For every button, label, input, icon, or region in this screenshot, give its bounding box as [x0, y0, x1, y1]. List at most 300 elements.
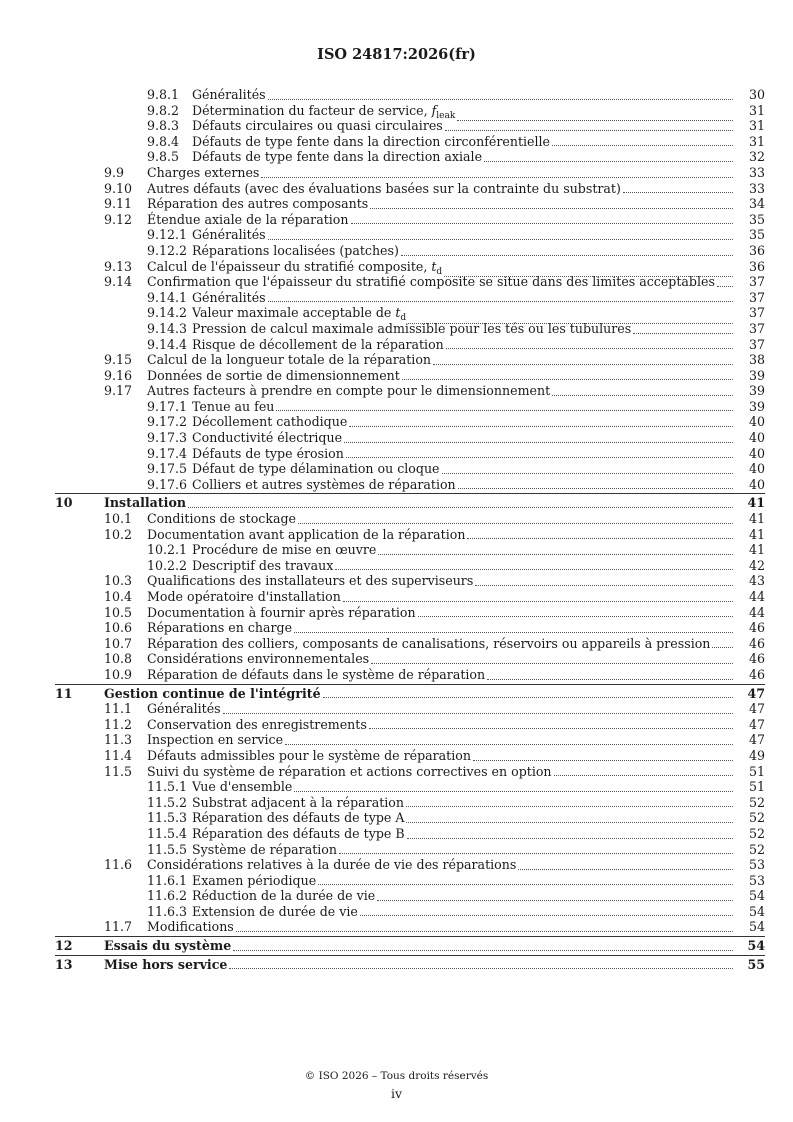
toc-entry-page: 49	[748, 747, 765, 763]
dot-leader	[484, 160, 733, 162]
dot-leader	[261, 176, 733, 178]
toc-entry[interactable]	[0, 149, 793, 165]
dot-leader	[223, 712, 733, 714]
toc-entry-number: 11.7	[104, 919, 133, 935]
toc-entry-text	[192, 461, 735, 477]
toc-entry[interactable]	[0, 290, 793, 306]
toc-entry[interactable]	[0, 511, 793, 527]
toc-entry-text	[104, 686, 735, 702]
toc-entry-text	[192, 873, 735, 889]
dot-leader	[717, 285, 733, 287]
toc-entry-number: 10.7	[104, 635, 133, 651]
dot-leader	[346, 456, 733, 458]
toc-entry[interactable]	[0, 573, 793, 589]
toc-entry-page: 47	[748, 716, 765, 732]
dot-leader	[339, 852, 733, 854]
toc-entry-text	[192, 810, 735, 826]
toc-entry-text	[147, 383, 735, 399]
toc-entry-title	[147, 511, 296, 527]
toc-entry-page: 37	[748, 289, 765, 305]
dot-leader	[442, 472, 733, 474]
toc-entry-number: 9.17.4	[147, 445, 188, 461]
toc-entry-text	[192, 290, 735, 306]
toc-entry-page: 36	[748, 242, 765, 258]
toc-entry-page: 40	[748, 414, 765, 430]
toc-entry-number: 11.5.4	[147, 825, 188, 841]
toc-entry-number: 10.9	[104, 666, 133, 682]
toc-entry-title-text: Défauts de type fente dans la direction circonférentielle	[192, 133, 550, 149]
toc-entry-text	[147, 527, 735, 543]
toc-entry-text	[147, 605, 735, 621]
toc-entry-title-text: Réparations en charge	[147, 620, 293, 636]
toc-entry[interactable]	[0, 414, 793, 430]
dot-leader	[401, 254, 733, 256]
toc-entry-title-text: Considérations relatives à la durée de vie des réparations	[147, 857, 517, 873]
toc-entry-title	[192, 795, 404, 811]
toc-entry-title	[147, 165, 259, 181]
dot-leader	[323, 696, 733, 698]
dot-leader	[233, 949, 733, 951]
toc-entry-title-text: Calcul de la longueur totale de la réparation	[147, 352, 432, 368]
toc-entry-title-text: Installation	[104, 495, 187, 511]
toc-entry[interactable]	[0, 717, 793, 733]
toc-entry-number: 9.15	[104, 352, 133, 368]
toc-entry-number: 11.6.3	[147, 903, 188, 919]
toc-entry-title	[147, 589, 341, 605]
dot-leader	[294, 631, 733, 633]
toc-entry-title	[147, 352, 431, 368]
toc-entry-page: 34	[748, 196, 765, 212]
toc-entry-number: 9.8.2	[147, 102, 180, 118]
toc-entry-page: 31	[748, 133, 765, 149]
toc-entry[interactable]	[0, 274, 793, 290]
toc-entry[interactable]	[0, 259, 793, 275]
toc-entry-number: 10.3	[104, 573, 133, 589]
toc-entry-title-text: Conditions de stockage	[147, 511, 296, 527]
toc-entry-number: 11.5.3	[147, 810, 188, 826]
toc-entry-number: 9.14	[104, 274, 133, 290]
toc-entry-number: 11.5	[104, 763, 133, 779]
toc-entry[interactable]	[0, 589, 793, 605]
toc-entry-page: 42	[748, 557, 765, 573]
toc-entry-text	[192, 888, 735, 904]
toc-entry-title-text: Modifications	[147, 919, 234, 935]
toc-entry-title-text: Détermination du facteur de service,	[192, 102, 432, 118]
toc-entry[interactable]	[0, 888, 793, 904]
toc-entry-title-text: Données de sortie de dimensionnement	[147, 367, 400, 383]
toc-entry[interactable]	[0, 181, 793, 197]
toc-entry-number: 12	[55, 938, 73, 954]
toc-entry[interactable]	[0, 795, 793, 811]
dot-leader	[236, 930, 733, 932]
toc-entry-page: 40	[748, 461, 765, 477]
dot-leader	[552, 394, 733, 396]
dot-leader	[268, 300, 733, 302]
toc-entry-title-text: Généralités	[192, 87, 266, 102]
toc-entry-number: 9.13	[104, 258, 133, 274]
toc-entry-page: 54	[747, 938, 765, 954]
toc-entry-page: 52	[748, 810, 765, 826]
toc-entry-page: 35	[748, 227, 765, 243]
toc-entry[interactable]	[0, 701, 793, 717]
toc-entry-text	[147, 857, 735, 873]
toc-entry-title	[147, 857, 516, 873]
dot-leader	[552, 144, 733, 146]
dot-leader	[360, 914, 733, 916]
toc-entry-number: 9.8.3	[147, 118, 180, 134]
dot-leader	[378, 553, 733, 555]
toc-entry-number: 9.17	[104, 383, 133, 399]
toc-entry-text	[147, 368, 735, 384]
dot-leader	[294, 790, 733, 792]
toc-entry-text	[147, 274, 735, 290]
table-of-contents	[0, 87, 793, 972]
toc-entry-page: 41	[748, 511, 765, 527]
toc-entry[interactable]	[0, 873, 793, 889]
toc-entry-page: 41	[748, 542, 765, 558]
toc-entry[interactable]	[0, 620, 793, 636]
toc-entry-number: 11.1	[104, 701, 133, 717]
toc-entry-title	[192, 779, 292, 795]
toc-entry-title-text: Conservation des enregistrements	[147, 716, 367, 732]
toc-entry-text	[192, 227, 735, 243]
toc-entry-page: 41	[748, 526, 765, 542]
toc-entry-title-text: Réparation des défauts de type B	[192, 825, 405, 841]
toc-entry-page: 35	[748, 211, 765, 227]
toc-entry-number: 9.12	[104, 211, 133, 227]
toc-entry-page: 46	[748, 666, 765, 682]
dot-leader	[370, 207, 733, 209]
toc-entry-title-text: Vue d'ensemble	[192, 779, 293, 795]
dot-leader	[467, 537, 733, 539]
toc-entry-title	[192, 904, 358, 920]
toc-entry-title	[147, 605, 416, 621]
toc-entry-page: 52	[748, 825, 765, 841]
toc-entry-title-text: Réduction de la durée de vie	[192, 888, 376, 904]
toc-entry-title	[192, 446, 344, 462]
toc-entry-page: 55	[747, 956, 765, 972]
toc-entry[interactable]	[0, 352, 793, 368]
toc-entry-page: 37	[748, 320, 765, 336]
dot-leader	[402, 378, 733, 380]
toc-entry-page: 39	[748, 383, 765, 399]
toc-entry-page: 41	[747, 495, 765, 511]
toc-entry-title	[192, 888, 375, 904]
toc-entry-title	[192, 118, 443, 134]
toc-entry[interactable]	[0, 542, 793, 558]
toc-entry-number: 9.12.1	[147, 227, 188, 243]
toc-entry-text	[192, 399, 735, 415]
dot-leader	[188, 506, 733, 508]
toc-entry-title	[147, 212, 349, 228]
toc-entry[interactable]	[0, 446, 793, 462]
dot-leader	[458, 487, 733, 489]
toc-entry-title-text: Défauts admissibles pour le système de réparation	[147, 747, 471, 763]
toc-entry[interactable]	[0, 305, 793, 324]
toc-entry-title	[147, 701, 221, 717]
toc-entry-text	[147, 701, 735, 717]
toc-entry-title	[147, 368, 400, 384]
toc-entry-page: 39	[748, 367, 765, 383]
toc-entry[interactable]	[0, 636, 793, 652]
toc-entry[interactable]	[0, 558, 793, 574]
toc-entry-text	[147, 589, 735, 605]
dot-leader	[351, 222, 734, 224]
toc-entry[interactable]	[0, 857, 793, 873]
toc-entry-text	[147, 919, 735, 935]
toc-entry-title	[192, 826, 405, 842]
toc-entry-title-text: Autres facteurs à prendre en compte pour le dimensionnement	[147, 383, 551, 399]
toc-entry-title	[192, 337, 444, 353]
toc-entry-title-text: Étendue axiale de la réparation	[147, 211, 349, 227]
toc-entry[interactable]	[0, 477, 793, 493]
toc-entry-page: 40	[748, 445, 765, 461]
toc-entry-text	[147, 196, 735, 212]
toc-entry-number: 11.5.1	[147, 779, 188, 795]
toc-entry-text	[192, 446, 735, 462]
toc-entry-page: 52	[748, 794, 765, 810]
toc-entry-title-text: Réparation des colliers, composants de canalisations, réservoirs ou appareils à pression	[147, 635, 711, 651]
toc-entry[interactable]	[0, 495, 793, 511]
toc-entry-number: 11.3	[104, 732, 133, 748]
toc-entry-title	[147, 196, 368, 212]
toc-entry[interactable]	[0, 686, 793, 702]
toc-entry[interactable]	[0, 527, 793, 543]
toc-entry-text	[147, 165, 735, 181]
page-number: iv	[390, 1086, 403, 1101]
dot-leader	[473, 759, 733, 761]
toc-entry[interactable]	[0, 651, 793, 667]
toc-entry-number: 13	[55, 956, 73, 972]
toc-entry[interactable]	[0, 748, 793, 764]
toc-entry-title	[147, 181, 621, 197]
toc-entry-page: 37	[748, 305, 765, 321]
toc-entry-page: 51	[748, 763, 765, 779]
toc-entry-title-text: Colliers et autres systèmes de réparation	[192, 476, 456, 492]
dot-leader	[554, 774, 733, 776]
toc-entry-page: 54	[748, 888, 765, 904]
document-header: ISO 24817:2026(fr)	[317, 46, 476, 63]
toc-entry-text	[147, 511, 735, 527]
dot-leader	[418, 615, 733, 617]
toc-entry[interactable]	[0, 103, 793, 119]
toc-entry-title-text: Système de réparation	[192, 841, 337, 857]
copyright-footer: © ISO 2026 – Tous droits réservés	[304, 1070, 489, 1082]
toc-entry[interactable]	[0, 383, 793, 399]
dot-leader	[406, 805, 733, 807]
toc-entry-number: 9.8.4	[147, 133, 180, 149]
toc-entry-page: 31	[748, 102, 765, 118]
toc-entry[interactable]	[0, 605, 793, 621]
toc-entry-title	[192, 477, 456, 493]
toc-entry-page: 53	[748, 872, 765, 888]
toc-entry-page: 32	[748, 149, 765, 165]
toc-entry[interactable]	[0, 919, 793, 935]
toc-entry-text	[147, 764, 735, 780]
toc-entry[interactable]	[0, 904, 793, 920]
toc-entry-number: 9.11	[104, 196, 133, 212]
toc-entry[interactable]	[0, 732, 793, 748]
toc-entry-title-text: Décollement cathodique	[192, 414, 348, 430]
toc-entry-text	[192, 842, 735, 858]
toc-entry-page: 33	[748, 164, 765, 180]
toc-entry-title-text: Réparation de défauts dans le système de réparation	[147, 666, 486, 682]
toc-entry-title	[147, 527, 465, 543]
toc-entry-number: 9.14.1	[147, 289, 188, 305]
toc-entry-text	[147, 651, 735, 667]
toc-entry[interactable]	[0, 227, 793, 243]
toc-entry[interactable]	[0, 165, 793, 181]
toc-entry-title	[192, 399, 274, 415]
toc-entry-title-text: Extension de durée de vie	[192, 903, 358, 919]
toc-entry[interactable]	[0, 461, 793, 477]
toc-entry-text	[147, 573, 735, 589]
toc-entry-page: 39	[748, 398, 765, 414]
toc-entry-text	[192, 87, 735, 103]
toc-entry-text	[147, 352, 735, 368]
toc-entry-title-text: Généralités	[147, 701, 221, 717]
toc-entry[interactable]	[0, 667, 793, 683]
toc-entry-title	[104, 495, 186, 511]
toc-entry-number: 11.4	[104, 747, 133, 763]
toc-entry-title-text: Documentation à fournir après réparation	[147, 604, 416, 620]
dot-leader	[518, 868, 733, 870]
toc-entry[interactable]	[0, 196, 793, 212]
toc-entry-text	[147, 717, 735, 733]
toc-entry-title-text: Généralités	[192, 289, 266, 305]
toc-entry-page: 44	[748, 589, 765, 604]
toc-entry-text	[192, 558, 735, 574]
toc-entry-page: 46	[748, 620, 765, 636]
toc-entry-number: 11	[55, 685, 73, 701]
toc-entry-title-text: Pression de calcul maximale admissible pour les tés ou les tubulures	[192, 320, 632, 336]
toc-entry-page: 37	[748, 336, 765, 352]
toc-entry-text	[147, 212, 735, 228]
toc-entry[interactable]	[0, 87, 793, 103]
toc-entry-text	[192, 414, 735, 430]
toc-entry-number: 9.14.2	[147, 305, 188, 321]
toc-entry[interactable]	[0, 399, 793, 415]
toc-entry-title	[192, 134, 550, 150]
toc-entry[interactable]	[0, 764, 793, 780]
toc-entry[interactable]	[0, 118, 793, 134]
toc-entry-page: 53	[748, 857, 765, 873]
dot-leader	[633, 332, 733, 334]
toc-entry-number: 9.17.5	[147, 461, 188, 477]
toc-entry-title-text: Risque de décollement de la réparation	[192, 336, 444, 352]
toc-entry-symbol: f	[431, 102, 437, 118]
toc-entry-number: 10.2	[104, 526, 133, 542]
toc-entry-title-text: Réparation des autres composants	[147, 196, 369, 212]
toc-entry-title-text: Défauts de type fente dans la direction axiale	[192, 149, 483, 165]
toc-entry-title-text: Inspection en service	[147, 732, 284, 748]
dot-leader	[318, 883, 733, 885]
toc-entry[interactable]	[0, 243, 793, 259]
toc-entry-title	[147, 748, 471, 764]
toc-entry-text	[147, 732, 735, 748]
dot-leader	[406, 821, 733, 823]
toc-entry-text	[192, 321, 735, 337]
toc-entry-page: 54	[748, 903, 765, 919]
toc-entry[interactable]	[0, 842, 793, 858]
toc-entry-title-text: Défaut de type délamination ou cloque	[192, 461, 440, 477]
toc-entry-text	[192, 337, 735, 353]
toc-entry-text	[104, 938, 735, 954]
toc-entry-title-text: Conductivité électrique	[192, 430, 343, 446]
dot-leader	[446, 347, 733, 349]
dot-leader	[276, 409, 733, 411]
toc-entry-page: 54	[748, 919, 765, 935]
toc-entry-title	[147, 651, 369, 667]
toc-entry-text	[192, 904, 735, 920]
toc-entry-title	[192, 87, 266, 103]
toc-entry-title-text: Réparations localisées (patches)	[192, 242, 399, 258]
toc-entry[interactable]	[0, 368, 793, 384]
toc-entry-number: 9.17.6	[147, 476, 188, 492]
toc-entry-title	[192, 842, 337, 858]
toc-entry-text	[147, 667, 735, 683]
toc-entry-number: 10.2.1	[147, 542, 188, 558]
toc-entry-page: 47	[747, 685, 765, 701]
toc-entry-number: 9.17.1	[147, 398, 188, 414]
toc-entry-title	[147, 573, 473, 589]
toc-entry-title-text: Mode opératoire d'installation	[147, 589, 341, 604]
toc-entry-title	[147, 764, 552, 780]
dot-leader	[623, 191, 733, 193]
toc-entry-page: 52	[748, 841, 765, 857]
toc-entry-number: 11.6	[104, 857, 133, 873]
toc-entry[interactable]	[0, 938, 793, 954]
dot-leader	[475, 584, 733, 586]
toc-entry[interactable]	[0, 337, 793, 353]
toc-entry-number: 9.8.5	[147, 149, 180, 165]
toc-entry-number: 9.17.3	[147, 430, 188, 446]
toc-entry-title	[192, 290, 266, 306]
toc-entry[interactable]	[0, 321, 793, 337]
toc-entry-title-text: Mise hors service	[104, 956, 228, 972]
toc-entry-title-text: Défauts de type érosion	[192, 445, 344, 461]
toc-entry-title	[192, 461, 440, 477]
dot-leader	[407, 837, 733, 839]
toc-entry[interactable]	[0, 779, 793, 795]
dot-leader	[487, 678, 733, 680]
toc-entry-text	[147, 181, 735, 197]
toc-entry-title	[192, 243, 399, 259]
toc-entry-text	[192, 149, 735, 165]
toc-entry-text	[192, 118, 735, 134]
toc-entry-page: 31	[748, 118, 765, 134]
toc-entry-title-text: Substrat adjacent à la réparation	[192, 794, 404, 810]
toc-entry-page: 37	[748, 274, 765, 290]
toc-entry[interactable]	[0, 212, 793, 228]
toc-entry-page: 40	[748, 476, 765, 492]
toc-entry[interactable]	[0, 826, 793, 842]
toc-entry-number: 10.8	[104, 651, 133, 667]
toc-entry[interactable]	[0, 134, 793, 150]
toc-entry[interactable]	[0, 810, 793, 826]
dot-leader	[229, 967, 733, 969]
toc-entry-text	[192, 243, 735, 259]
toc-entry-number: 10.1	[104, 511, 133, 527]
toc-entry-title	[192, 873, 316, 889]
toc-entry-page: 36	[748, 258, 765, 274]
toc-entry-title-text: Calcul de l'épaisseur du stratifié composite,	[147, 258, 432, 274]
toc-entry[interactable]	[0, 957, 793, 973]
toc-entry[interactable]	[0, 430, 793, 446]
dot-leader	[433, 363, 733, 365]
toc-entry-number: 9.17.2	[147, 414, 188, 430]
toc-entry-title	[104, 957, 227, 973]
